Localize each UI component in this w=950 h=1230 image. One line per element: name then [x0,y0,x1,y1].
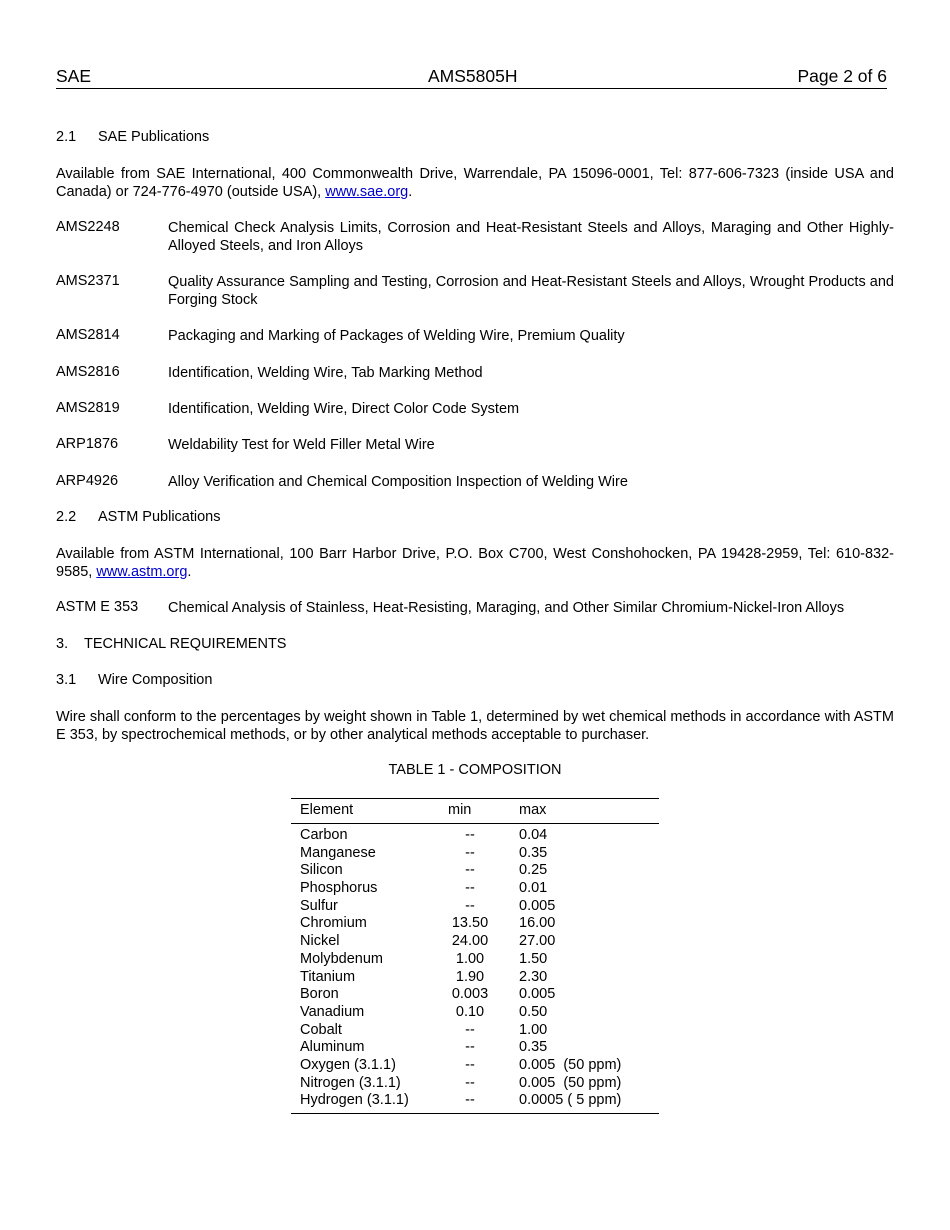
table-row [300,1039,660,1057]
element-cell: Cobalt [300,1021,342,1038]
table-row [300,915,660,933]
section-title: Wire Composition [98,672,213,688]
table-row [300,827,660,845]
astm-link[interactable]: www.astm.org [96,564,188,580]
element-cell: Carbon [300,827,348,843]
composition-table-body [300,827,660,1110]
element-cell: Silicon [300,862,343,879]
min-cell: 0.10 [455,1003,485,1020]
section-number: 2.1 [56,129,77,145]
table-row [300,1075,660,1093]
min-cell: -- [465,1074,475,1091]
min-cell: 13.50 [451,915,489,932]
column-header-max: max [519,802,547,818]
ref-code: ARP1876 [56,436,119,452]
header-org: SAE [56,66,92,86]
element-cell: Boron [300,986,339,1003]
availability-text: Available from SAE International, 400 Commonwealth Drive, Warrendale, PA 15096-0001, Tel: 877-606-7323 (inside USA and Canada) or 724-776-4970 (outside USA), [56,166,894,200]
section-number: 3.1 [56,672,77,688]
table-title: TABLE 1 - COMPOSITION [388,762,562,778]
column-header-element: Element [300,802,354,818]
element-cell: Manganese [300,844,376,861]
element-cell: Phosphorus [300,880,378,897]
max-cell: 0.35 [519,844,548,861]
table-row [300,880,660,898]
section-title: ASTM Publications [98,509,221,525]
max-cell: 0.005 [519,897,556,914]
page-header [56,66,887,89]
max-cell: 0.005 (50 ppm) [519,1056,622,1073]
astm-availability-paragraph [56,545,894,581]
section-title: SAE Publications [98,129,210,145]
table-header-rule [291,823,659,824]
sae-availability-paragraph [56,165,894,201]
max-cell: 0.01 [519,880,548,897]
element-cell: Molybdenum [300,950,384,967]
table-row [300,1092,660,1110]
min-cell: -- [465,862,475,879]
ref-code: ASTM E 353 [56,599,139,615]
min-cell: -- [465,1092,475,1109]
table-row [300,969,660,987]
max-cell: 0.04 [519,827,548,843]
max-cell: 0.35 [519,1039,548,1056]
availability-text: Available from ASTM International, 100 Barr Harbor Drive, P.O. Box C700, West Conshohocken, PA 19428-2959, Tel: 610-832-9585, [56,546,894,580]
section-number: 3. [56,636,69,652]
max-cell: 0.005 (50 ppm) [519,1074,622,1091]
min-cell: -- [465,880,475,897]
max-cell: 16.00 [519,915,556,932]
min-cell: 1.90 [455,968,485,985]
table-row [300,986,660,1004]
ref-title: Identification, Welding Wire, Direct Color Code System [168,401,520,417]
element-cell: Nitrogen (3.1.1) [300,1074,401,1091]
min-cell: -- [465,897,475,914]
element-cell: Aluminum [300,1039,365,1056]
ref-title: Alloy Verification and Chemical Composition Inspection of Welding Wire [168,474,628,490]
element-cell: Oxygen (3.1.1) [300,1056,396,1073]
section-title: TECHNICAL REQUIREMENTS [84,636,287,652]
element-cell: Nickel [300,933,340,950]
table-row [300,845,660,863]
table-top-rule [291,798,659,799]
table-row [300,1022,660,1040]
max-cell: 0.50 [519,1003,548,1020]
ref-title: Chemical Analysis of Stainless, Heat-Resisting, Maraging, and Other Similar Chromium-Nickel-Iron Alloys [168,600,845,616]
table-row [300,933,660,951]
header-doc-number: AMS5805H [428,66,518,86]
period: . [187,564,192,580]
sae-link[interactable]: www.sae.org [325,184,409,200]
ref-title: Chemical Check Analysis Limits, Corrosion and Heat-Resistant Steels and Alloys, Maraging and Other Highly-Alloyed Steels, and Iron Alloys [168,220,894,254]
table-row [300,951,660,969]
ref-title: Quality Assurance Sampling and Testing, Corrosion and Heat-Resistant Steels and Alloys, Wrought Products and Forging Stock [168,274,894,308]
table-row [300,1004,660,1022]
min-cell: -- [465,1056,475,1073]
min-cell: -- [465,1021,475,1038]
table-row [300,898,660,916]
ref-code: AMS2371 [56,273,120,289]
table-bottom-rule [291,1113,659,1114]
section-3-heading [56,636,286,652]
max-cell: 0.0005 ( 5 ppm) [519,1092,622,1109]
section-number: 2.2 [56,509,77,525]
section-2-1-heading [56,129,209,145]
table-row [300,1057,660,1075]
max-cell: 1.00 [519,1021,548,1038]
header-page-number: Page 2 of 6 [797,66,887,86]
column-header-min: min [448,802,472,818]
min-cell: 1.00 [455,950,485,967]
max-cell: 27.00 [519,933,556,950]
min-cell: -- [465,827,475,843]
ref-title: Identification, Welding Wire, Tab Marking Method [168,365,483,381]
max-cell: 1.50 [519,950,548,967]
max-cell: 0.25 [519,862,548,879]
ref-code: ARP4926 [56,473,119,489]
composition-paragraph: Wire shall conform to the percentages by weight shown in Table 1, determined by wet chemical methods in accordance with ASTM E 353, by spectrochemical methods, or by other analytical methods acceptable to purchaser. [56,709,894,743]
ref-title: Packaging and Marking of Packages of Welding Wire, Premium Quality [168,328,625,344]
max-cell: 2.30 [519,968,548,985]
min-cell: -- [465,844,475,861]
table-row [300,862,660,880]
element-cell: Hydrogen (3.1.1) [300,1092,409,1109]
element-cell: Sulfur [300,897,338,914]
element-cell: Chromium [300,915,367,932]
ref-code: AMS2819 [56,400,120,416]
min-cell: 24.00 [451,933,489,950]
ref-code: AMS2814 [56,327,120,343]
element-cell: Titanium [300,968,356,985]
min-cell: 0.003 [451,986,489,1003]
ref-code: AMS2248 [56,219,120,235]
element-cell: Vanadium [300,1003,365,1020]
min-cell: -- [465,1039,475,1056]
period: . [408,184,413,200]
max-cell: 0.005 [519,986,556,1003]
section-2-2-heading [56,509,221,525]
ref-code: AMS2816 [56,364,120,380]
section-3-1-heading [56,672,212,688]
ref-title: Weldability Test for Weld Filler Metal Wire [168,437,435,453]
